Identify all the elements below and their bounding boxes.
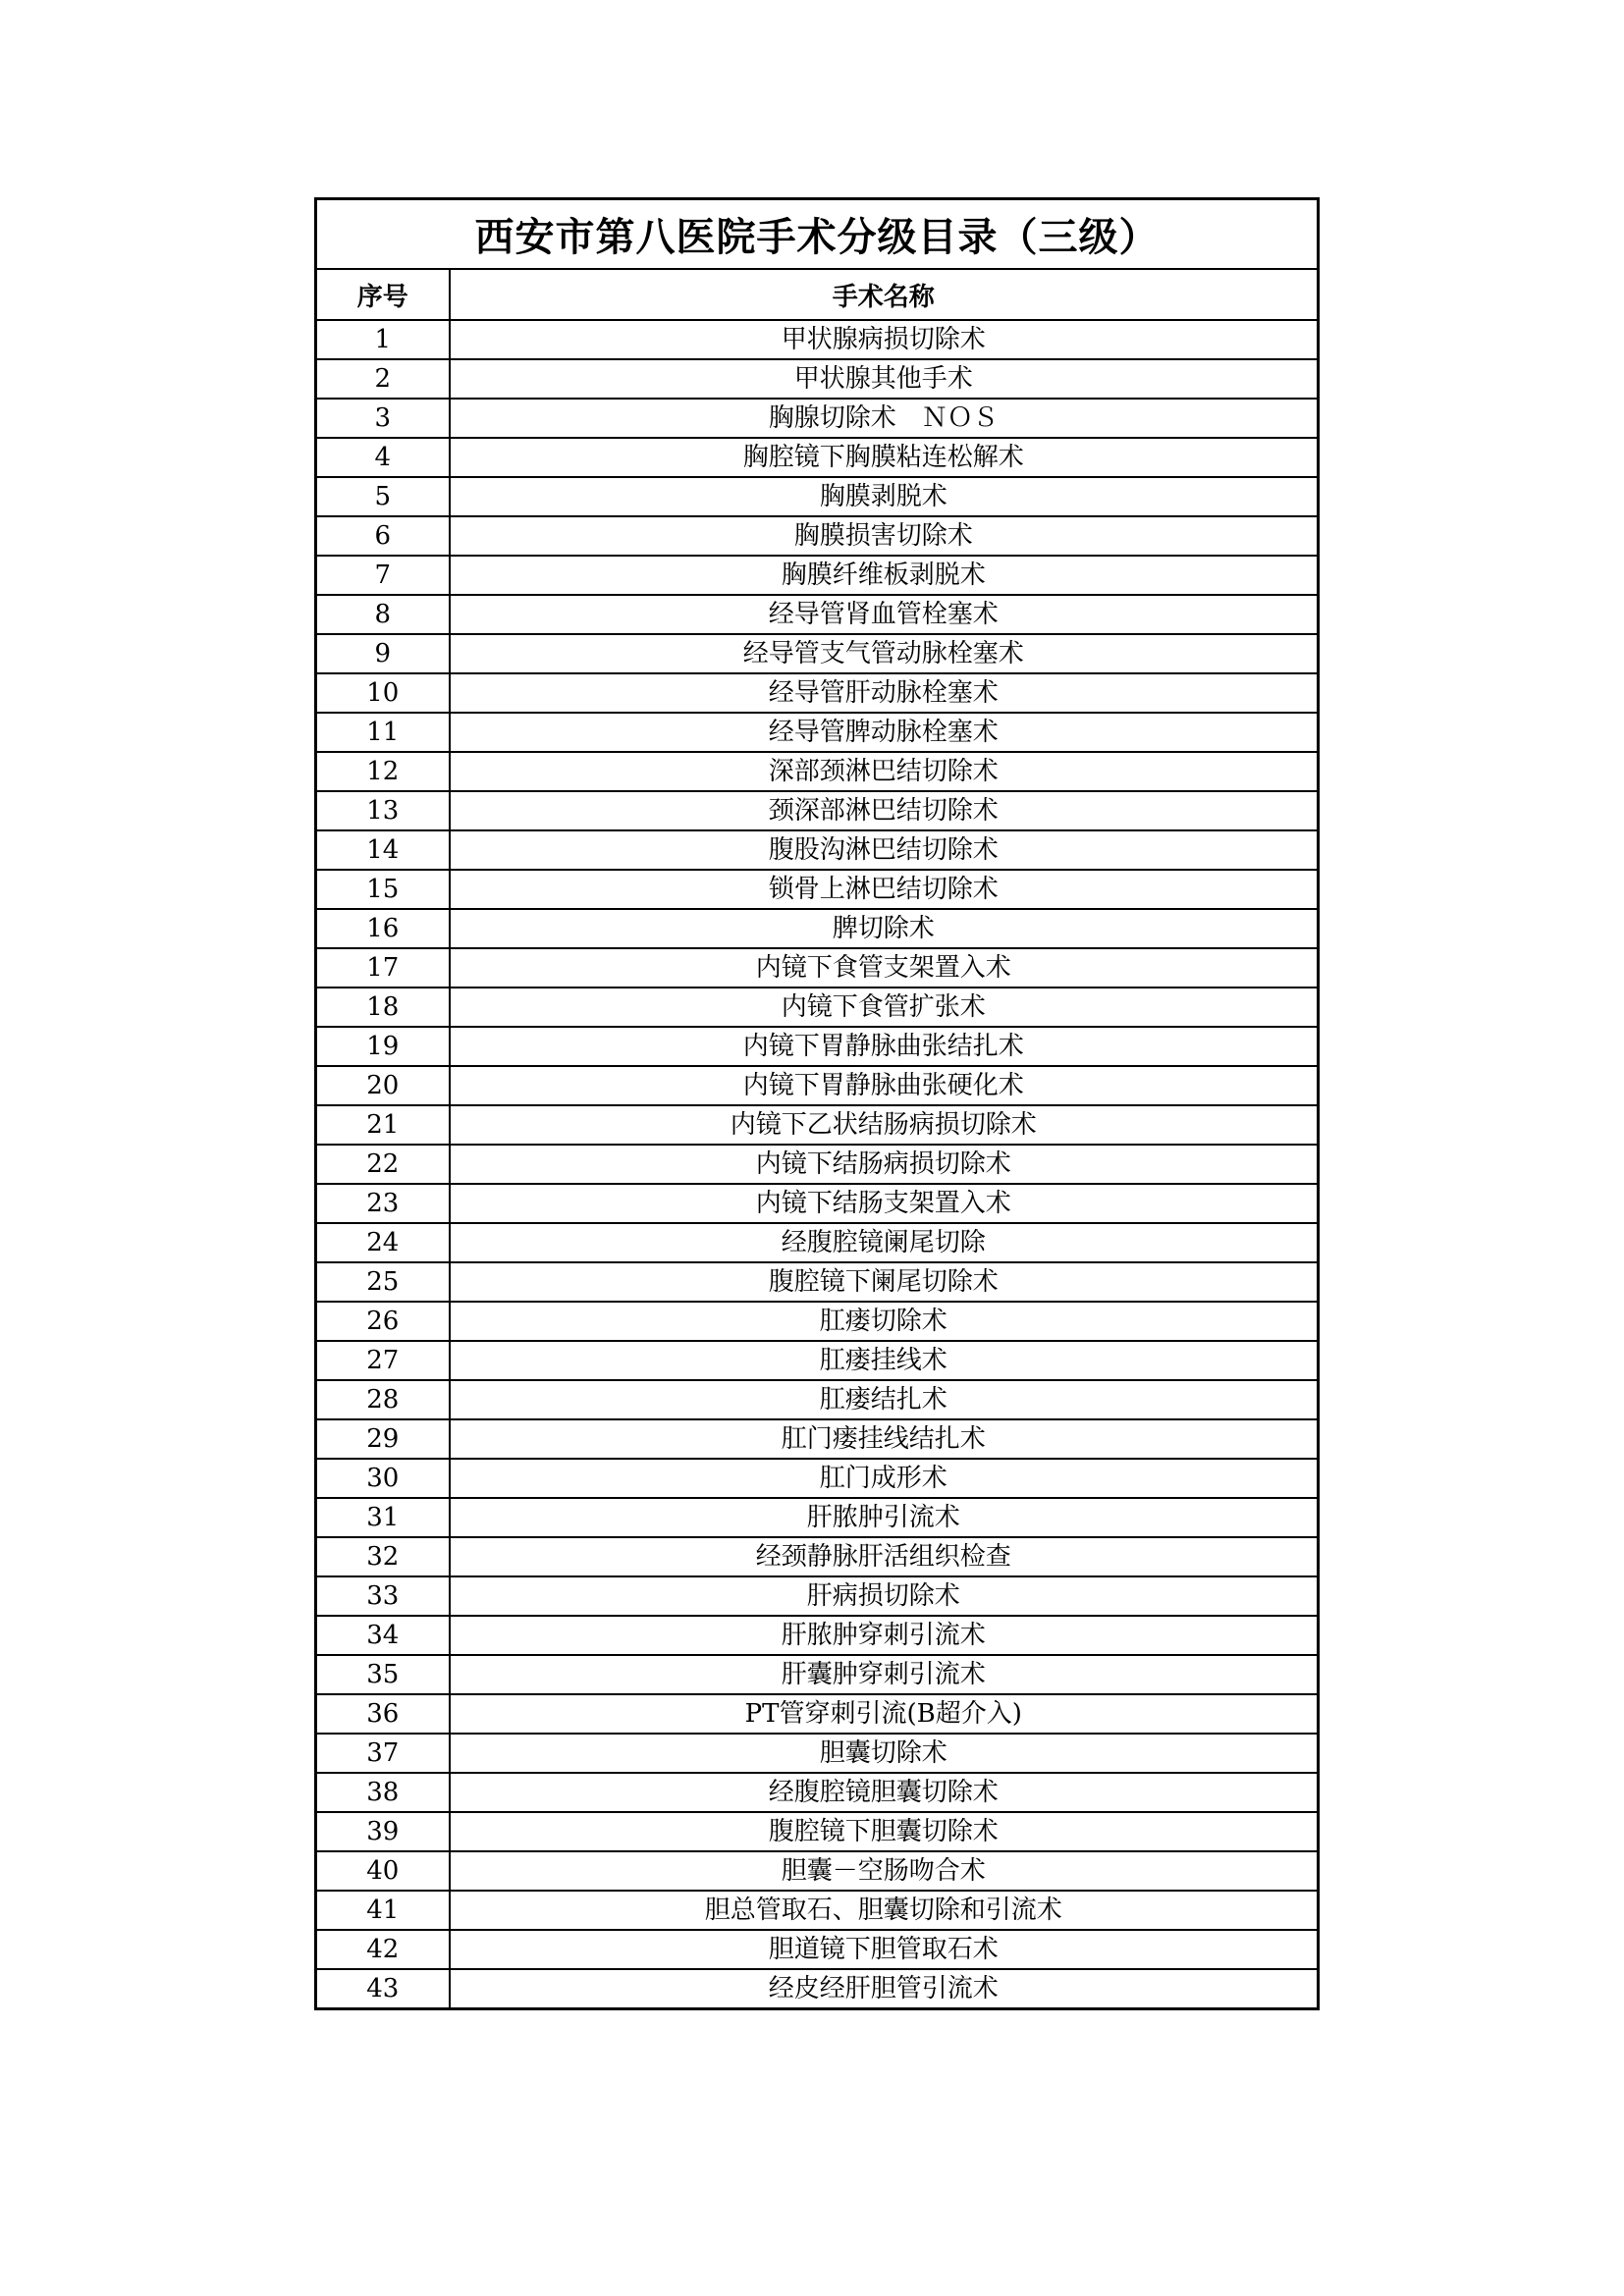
row-number: 43: [316, 1969, 450, 2009]
surgery-name: 经导管肝动脉栓塞术: [450, 673, 1319, 713]
table-row: [316, 948, 1319, 988]
table-row: [316, 438, 1319, 477]
row-number: 9: [316, 634, 450, 673]
table-row: [316, 791, 1319, 830]
table-row: [316, 1694, 1319, 1734]
row-number: 29: [316, 1419, 450, 1459]
table-row: [316, 634, 1319, 673]
surgery-name: 甲状腺其他手术: [450, 359, 1319, 399]
table-row: [316, 1419, 1319, 1459]
row-number: 13: [316, 791, 450, 830]
table-row: [316, 988, 1319, 1027]
table-row: [316, 1145, 1319, 1184]
table-row: [316, 477, 1319, 516]
surgery-name: PT管穿刺引流(B超介入): [450, 1694, 1319, 1734]
table-row: [316, 870, 1319, 909]
table-row: [316, 1380, 1319, 1419]
row-number: 28: [316, 1380, 450, 1419]
table-body: [316, 320, 1319, 2009]
row-number: 10: [316, 673, 450, 713]
row-number: 34: [316, 1616, 450, 1655]
row-number: 14: [316, 830, 450, 870]
surgery-name: 胸膜纤维板剥脱术: [450, 556, 1319, 595]
row-number: 23: [316, 1184, 450, 1223]
header-name: 手术名称: [450, 269, 1319, 320]
table-row: [316, 1341, 1319, 1380]
table-row: [316, 1302, 1319, 1341]
header-row: [316, 269, 1319, 320]
table-row: [316, 1930, 1319, 1969]
surgery-name: 经颈静脉肝活组织检查: [450, 1537, 1319, 1576]
row-number: 18: [316, 988, 450, 1027]
surgery-name: 内镜下胃静脉曲张结扎术: [450, 1027, 1319, 1066]
row-number: 38: [316, 1773, 450, 1812]
row-number: 19: [316, 1027, 450, 1066]
table-row: [316, 673, 1319, 713]
surgery-name: 内镜下食管支架置入术: [450, 948, 1319, 988]
table-row: [316, 1027, 1319, 1066]
table-row: [316, 909, 1319, 948]
surgery-name: 经导管脾动脉栓塞术: [450, 713, 1319, 752]
table-row: [316, 1734, 1319, 1773]
table-row: [316, 1223, 1319, 1262]
table-row: [316, 1459, 1319, 1498]
surgery-name: 肛瘘结扎术: [450, 1380, 1319, 1419]
table-row: [316, 1969, 1319, 2009]
table-row: [316, 1773, 1319, 1812]
table-row: [316, 830, 1319, 870]
surgery-name: 肝病损切除术: [450, 1576, 1319, 1616]
surgery-name: 甲状腺病损切除术: [450, 320, 1319, 359]
table-row: [316, 359, 1319, 399]
table-row: [316, 1891, 1319, 1930]
surgery-name: 腹腔镜下阑尾切除术: [450, 1262, 1319, 1302]
table-row: [316, 713, 1319, 752]
row-number: 17: [316, 948, 450, 988]
surgery-name: 经导管肾血管栓塞术: [450, 595, 1319, 634]
row-number: 26: [316, 1302, 450, 1341]
row-number: 3: [316, 399, 450, 438]
surgery-name: 肝脓肿引流术: [450, 1498, 1319, 1537]
surgery-name: 内镜下乙状结肠病损切除术: [450, 1105, 1319, 1145]
row-number: 8: [316, 595, 450, 634]
table-row: [316, 595, 1319, 634]
table-row: [316, 399, 1319, 438]
surgery-name: 经腹腔镜阑尾切除: [450, 1223, 1319, 1262]
surgery-name: 内镜下结肠病损切除术: [450, 1145, 1319, 1184]
table-row: [316, 556, 1319, 595]
row-number: 25: [316, 1262, 450, 1302]
table-row: [316, 1576, 1319, 1616]
row-number: 16: [316, 909, 450, 948]
surgery-name: 肛瘘挂线术: [450, 1341, 1319, 1380]
surgery-name: 胸腔镜下胸膜粘连松解术: [450, 438, 1319, 477]
row-number: 12: [316, 752, 450, 791]
table-row: [316, 1498, 1319, 1537]
row-number: 42: [316, 1930, 450, 1969]
header-number: 序号: [316, 269, 450, 320]
row-number: 4: [316, 438, 450, 477]
table-row: [316, 1262, 1319, 1302]
surgery-name: 肛瘘切除术: [450, 1302, 1319, 1341]
surgery-name: 胆总管取石、胆囊切除和引流术: [450, 1891, 1319, 1930]
row-number: 6: [316, 516, 450, 556]
row-number: 37: [316, 1734, 450, 1773]
surgery-name: 胆囊－空肠吻合术: [450, 1851, 1319, 1891]
row-number: 20: [316, 1066, 450, 1105]
row-number: 22: [316, 1145, 450, 1184]
surgery-name: 肛门成形术: [450, 1459, 1319, 1498]
table-row: [316, 1066, 1319, 1105]
surgery-name: 经皮经肝胆管引流术: [450, 1969, 1319, 2009]
row-number: 27: [316, 1341, 450, 1380]
table-row: [316, 320, 1319, 359]
table-row: [316, 1184, 1319, 1223]
title-row: [316, 199, 1319, 270]
surgery-name: 腹腔镜下胆囊切除术: [450, 1812, 1319, 1851]
row-number: 33: [316, 1576, 450, 1616]
surgery-name: 内镜下食管扩张术: [450, 988, 1319, 1027]
row-number: 32: [316, 1537, 450, 1576]
surgery-name: 颈深部淋巴结切除术: [450, 791, 1319, 830]
row-number: 40: [316, 1851, 450, 1891]
table-row: [316, 1537, 1319, 1576]
row-number: 15: [316, 870, 450, 909]
row-number: 31: [316, 1498, 450, 1537]
surgery-name: 胸膜损害切除术: [450, 516, 1319, 556]
row-number: 24: [316, 1223, 450, 1262]
table-row: [316, 1616, 1319, 1655]
surgery-name: 经腹腔镜胆囊切除术: [450, 1773, 1319, 1812]
surgery-name: 深部颈淋巴结切除术: [450, 752, 1319, 791]
surgery-name: 胆道镜下胆管取石术: [450, 1930, 1319, 1969]
table-row: [316, 516, 1319, 556]
table-row: [316, 1105, 1319, 1145]
surgery-name: 腹股沟淋巴结切除术: [450, 830, 1319, 870]
surgery-name: 脾切除术: [450, 909, 1319, 948]
document-title: 西安市第八医院手术分级目录（三级）: [316, 199, 1319, 270]
surgery-name: 内镜下胃静脉曲张硬化术: [450, 1066, 1319, 1105]
row-number: 1: [316, 320, 450, 359]
row-number: 21: [316, 1105, 450, 1145]
row-number: 41: [316, 1891, 450, 1930]
surgery-name: 肝囊肿穿刺引流术: [450, 1655, 1319, 1694]
surgery-name: 肛门瘘挂线结扎术: [450, 1419, 1319, 1459]
surgery-name: 胸膜剥脱术: [450, 477, 1319, 516]
table-row: [316, 1851, 1319, 1891]
surgery-name: 肝脓肿穿刺引流术: [450, 1616, 1319, 1655]
row-number: 11: [316, 713, 450, 752]
row-number: 36: [316, 1694, 450, 1734]
row-number: 7: [316, 556, 450, 595]
table-row: [316, 752, 1319, 791]
row-number: 2: [316, 359, 450, 399]
row-number: 5: [316, 477, 450, 516]
table-row: [316, 1812, 1319, 1851]
row-number: 35: [316, 1655, 450, 1694]
surgery-name: 胆囊切除术: [450, 1734, 1319, 1773]
surgery-catalog-table: [314, 197, 1320, 2010]
surgery-name: 胸腺切除术 ＮＯＳ: [450, 399, 1319, 438]
row-number: 30: [316, 1459, 450, 1498]
row-number: 39: [316, 1812, 450, 1851]
surgery-name: 内镜下结肠支架置入术: [450, 1184, 1319, 1223]
table-row: [316, 1655, 1319, 1694]
surgery-name: 锁骨上淋巴结切除术: [450, 870, 1319, 909]
surgery-name: 经导管支气管动脉栓塞术: [450, 634, 1319, 673]
